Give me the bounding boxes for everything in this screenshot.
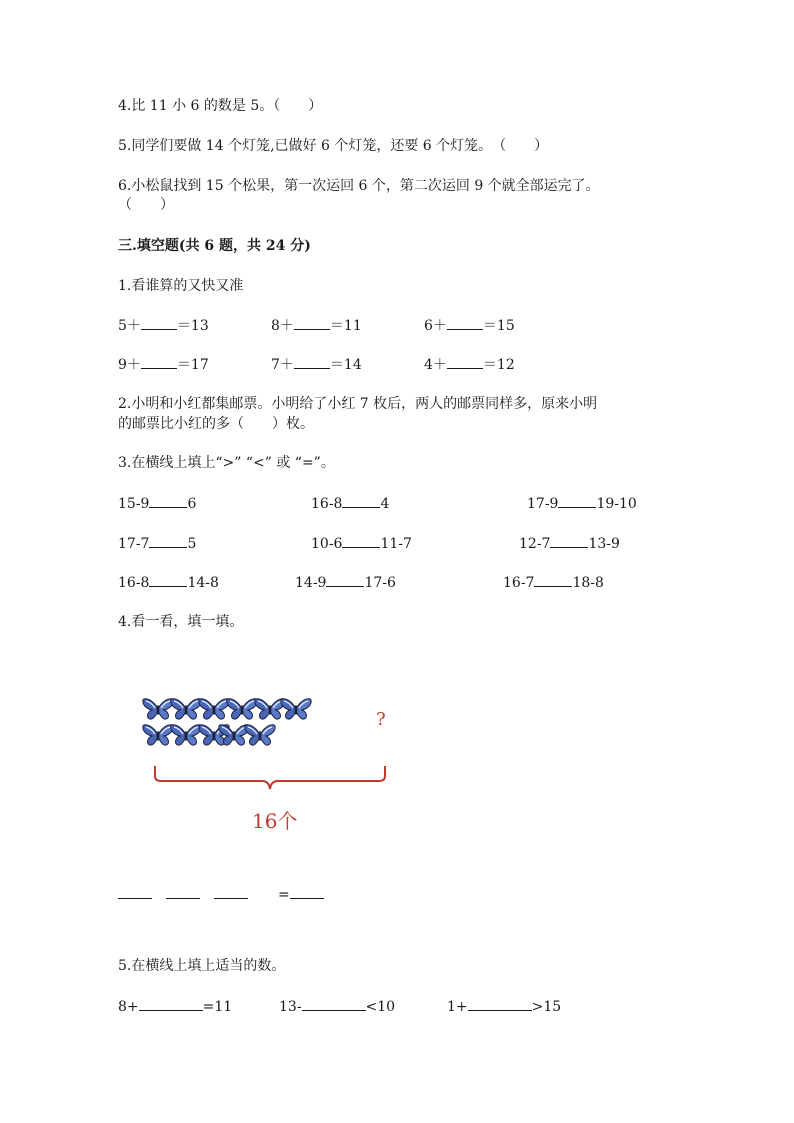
judge-item-5: 5.同学们要做 14 个灯笼,已做好 6 个灯笼，还要 6 个灯笼。 （ ） (118, 138, 549, 154)
q1-r2-2-a: 7＋ (271, 357, 294, 373)
q5-3-a: 1+ (447, 999, 468, 1015)
q1-r2-1-b: ＝17 (176, 357, 209, 373)
q3-r2-2-b: 11-7 (380, 536, 412, 552)
answer-blank[interactable] (141, 354, 177, 369)
q3-r1-2-a: 16-8 (311, 496, 343, 512)
answer-blank[interactable] (149, 493, 187, 508)
butterfly-icon (244, 723, 276, 747)
q1-r1-3-b: ＝15 (482, 318, 515, 334)
q5-2-b: <10 (365, 999, 396, 1015)
q1-r1-3-a: 6＋ (424, 318, 447, 334)
answer-blank[interactable] (118, 884, 152, 899)
total-brace (150, 762, 392, 792)
q4-title: 4.看一看，填一填。 (118, 614, 244, 630)
q2-line2: 的邮票比小红的多（ ）枚。 (118, 416, 314, 432)
q3-r3-2-b: 17-6 (364, 575, 396, 591)
answer-blank[interactable] (550, 533, 588, 548)
q3-r2-2 (311, 533, 412, 554)
butterfly-icon (280, 697, 312, 721)
answer-blank[interactable] (139, 996, 203, 1011)
q1-r1-1-b: ＝13 (176, 318, 209, 334)
q1-r2-2-b: ＝14 (329, 357, 362, 373)
answer-blank[interactable] (290, 884, 324, 899)
judge-item-6-line1: 6.小松鼠找到 15 个松果，第一次运回 6 个，第二次运回 9 个就全部运完了。 (118, 178, 600, 194)
q5-3-b: >15 (531, 999, 562, 1015)
answer-blank[interactable] (166, 884, 200, 899)
q3-r2-3-b: 13-9 (588, 536, 620, 552)
q1-r2-3-b: ＝12 (482, 357, 515, 373)
answer-blank[interactable] (558, 493, 596, 508)
equals-sign: = (278, 887, 290, 903)
q3-r2-3 (519, 533, 620, 554)
q1-r1-2-a: 8＋ (271, 318, 294, 334)
q5-1-b: =11 (202, 999, 233, 1015)
q1-row2-item2 (271, 354, 362, 375)
q3-r2-1-b: 5 (187, 536, 197, 552)
q1-r1-1-a: 5＋ (118, 318, 141, 334)
q3-r1-1-a: 15-9 (118, 496, 150, 512)
q1-r1-2-b: ＝11 (329, 318, 362, 334)
section-title: 三.填空题(共 6 题，共 24 分) (118, 238, 311, 254)
answer-blank[interactable] (468, 996, 532, 1011)
q3-title: 3.在横线上填上“>” “<” 或 “=”。 (118, 455, 335, 471)
q3-r3-2-a: 14-9 (295, 575, 327, 591)
q5-1-a: 8+ (118, 999, 139, 1015)
q1-r2-3-a: 4＋ (424, 357, 447, 373)
answer-blank[interactable] (214, 884, 248, 899)
q3-r3-3-a: 16-7 (503, 575, 535, 591)
q3-r2-1 (118, 533, 196, 554)
q3-r1-3 (527, 493, 637, 514)
q1-row1-item3 (424, 315, 515, 336)
q3-r1-2 (311, 493, 389, 514)
answer-blank[interactable] (326, 572, 364, 587)
q2-line1: 2.小明和小红都集邮票。小明给了小红 7 枚后，两人的邮票同样多，原来小明 (118, 396, 598, 412)
q1-row2-item3 (424, 354, 515, 375)
q1-row2-item1 (118, 354, 209, 375)
q3-r3-1-a: 16-8 (118, 575, 150, 591)
answer-blank[interactable] (447, 354, 483, 369)
answer-blank[interactable] (342, 493, 380, 508)
answer-blank[interactable] (342, 533, 380, 548)
q3-r2-2-a: 10-6 (311, 536, 343, 552)
q3-r2-1-a: 17-7 (118, 536, 150, 552)
judge-item-4: 4.比 11 小 6 的数是 5。（ ） (118, 98, 323, 114)
total-label: 16个 (252, 809, 298, 833)
answer-blank[interactable] (294, 354, 330, 369)
q3-r1-1 (118, 493, 196, 514)
q3-r2-3-a: 12-7 (519, 536, 551, 552)
q1-row1-item2 (271, 315, 362, 336)
q5-title: 5.在横线上填上适当的数。 (118, 958, 286, 974)
answer-blank[interactable] (534, 572, 572, 587)
q3-r3-1 (118, 572, 219, 593)
q3-r1-1-b: 6 (187, 496, 197, 512)
q5-item1 (118, 996, 232, 1017)
q5-2-a: 13- (279, 999, 302, 1015)
q1-title: 1.看谁算的又快又准 (118, 278, 244, 294)
answer-blank[interactable] (294, 315, 330, 330)
answer-blank[interactable] (149, 572, 187, 587)
answer-blank[interactable] (447, 315, 483, 330)
q3-r3-2 (295, 572, 396, 593)
q3-r1-3-a: 17-9 (527, 496, 559, 512)
q3-r3-1-b: 14-8 (187, 575, 219, 591)
q1-r2-1-a: 9＋ (118, 357, 141, 373)
q3-r3-3 (503, 572, 604, 593)
q1-row1-item1 (118, 315, 209, 336)
q5-item2 (279, 996, 395, 1017)
q5-item3 (447, 996, 561, 1017)
answer-blank[interactable] (141, 315, 177, 330)
question-mark: ? (376, 709, 386, 730)
judge-item-6-line2: （ ） (118, 197, 174, 213)
q3-r1-2-b: 4 (380, 496, 390, 512)
answer-blank[interactable] (302, 996, 366, 1011)
q3-r3-3-b: 18-8 (572, 575, 604, 591)
q4-answer-row (118, 884, 324, 905)
answer-blank[interactable] (149, 533, 187, 548)
q3-r1-3-b: 19-10 (596, 496, 637, 512)
